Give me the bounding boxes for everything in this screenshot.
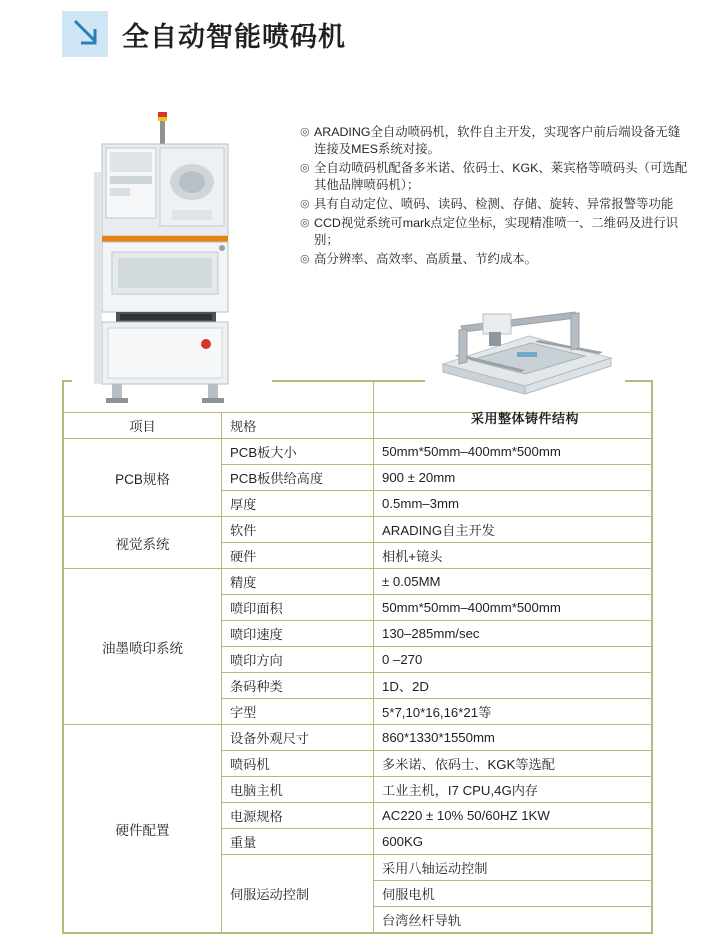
gantry-caption: 采用整体铸件结构 <box>470 411 579 426</box>
row-value: 860*1330*1550mm <box>374 725 652 751</box>
list-item-text: ARADING全自动喷码机，软件自主开发，实现客户前后端设备无缝连接及MES系统对接。 <box>314 125 681 156</box>
row-label: 喷印速度 <box>222 621 374 647</box>
group-label-hardware: 硬件配置 <box>64 725 222 933</box>
group-label-pcb: PCB规格 <box>64 439 222 517</box>
row-label: 条码种类 <box>222 673 374 699</box>
row-label: 精度 <box>222 569 374 595</box>
row-value: 0.5mm–3mm <box>374 491 652 517</box>
row-value: 台湾丝杆导轨 <box>374 907 652 933</box>
row-label: PCB板供给高度 <box>222 465 374 491</box>
list-item <box>300 215 690 249</box>
column-header-item: 项目 <box>64 413 222 439</box>
spec-table <box>63 381 652 933</box>
row-label: 软件 <box>222 517 374 543</box>
table-row <box>64 725 652 751</box>
row-value: 5*7,10*16,16*21等 <box>374 699 652 725</box>
spec-table-wrapper <box>62 380 653 934</box>
row-label: PCB板大小 <box>222 439 374 465</box>
row-value: 伺服电机 <box>374 881 652 907</box>
table-row <box>64 439 652 465</box>
row-label: 重量 <box>222 829 374 855</box>
row-value: 50mm*50mm–400mm*500mm <box>374 439 652 465</box>
list-item <box>300 251 690 268</box>
table-row <box>64 517 652 543</box>
feature-bullet-list <box>300 124 690 270</box>
row-value: ARADING自主开发 <box>374 517 652 543</box>
intro-section <box>0 64 715 426</box>
row-value: 900 ± 20mm <box>374 465 652 491</box>
row-value: 1D、2D <box>374 673 652 699</box>
row-label: 喷码机 <box>222 751 374 777</box>
page-title: 全自动智能喷码机 <box>122 21 346 52</box>
row-label-servo: 伺服运动控制 <box>222 855 374 933</box>
row-value: 采用八轴运动控制 <box>374 855 652 881</box>
row-label: 电源规格 <box>222 803 374 829</box>
list-item <box>300 196 690 213</box>
bullet-marker-icon: ◎ <box>300 217 310 229</box>
bullet-marker-icon: ◎ <box>300 253 310 265</box>
row-value: 130–285mm/sec <box>374 621 652 647</box>
row-value: 600KG <box>374 829 652 855</box>
machine-photo <box>72 112 272 412</box>
column-header-spec: 规格 <box>222 413 374 439</box>
arrow-down-right-icon <box>62 11 108 57</box>
row-label: 喷印面积 <box>222 595 374 621</box>
row-label: 厚度 <box>222 491 374 517</box>
row-value: 相机+镜头 <box>374 543 652 569</box>
page-header <box>0 0 715 64</box>
row-value: 0 –270 <box>374 647 652 673</box>
row-value: 工业主机，I7 CPU,4G内存 <box>374 777 652 803</box>
row-label: 硬件 <box>222 543 374 569</box>
gantry-figure <box>420 286 630 427</box>
bullet-marker-icon: ◎ <box>300 162 310 174</box>
row-value: ± 0.05MM <box>374 569 652 595</box>
group-label-ink: 油墨喷印系统 <box>64 569 222 725</box>
row-label: 电脑主机 <box>222 777 374 803</box>
list-item-text: 高分辨率、高效率、高质量、节约成本。 <box>314 252 538 266</box>
list-item <box>300 160 690 194</box>
list-item-text: CCD视觉系统可mark点定位坐标，实现精准喷一、二维码及进行识别； <box>314 216 679 247</box>
table-row <box>64 569 652 595</box>
list-item-text: 全自动喷码机配备多米诺、依码士、KGK、莱宾格等喷码头（可选配其他品牌喷码机）； <box>314 161 688 192</box>
row-label: 设备外观尺寸 <box>222 725 374 751</box>
bullet-marker-icon: ◎ <box>300 126 310 138</box>
row-value: 多米诺、依码士、KGK等选配 <box>374 751 652 777</box>
row-value: AC220 ± 10% 50/60HZ 1KW <box>374 803 652 829</box>
bullet-marker-icon: ◎ <box>300 198 310 210</box>
row-value: 50mm*50mm–400mm*500mm <box>374 595 652 621</box>
row-label: 字型 <box>222 699 374 725</box>
row-label: 喷印方向 <box>222 647 374 673</box>
list-item-text: 具有自动定位、喷码、读码、检测、存储、旋转、异常报警等功能 <box>314 197 674 211</box>
gantry-photo <box>425 286 625 401</box>
list-item <box>300 124 690 158</box>
group-label-vision: 视觉系统 <box>64 517 222 569</box>
